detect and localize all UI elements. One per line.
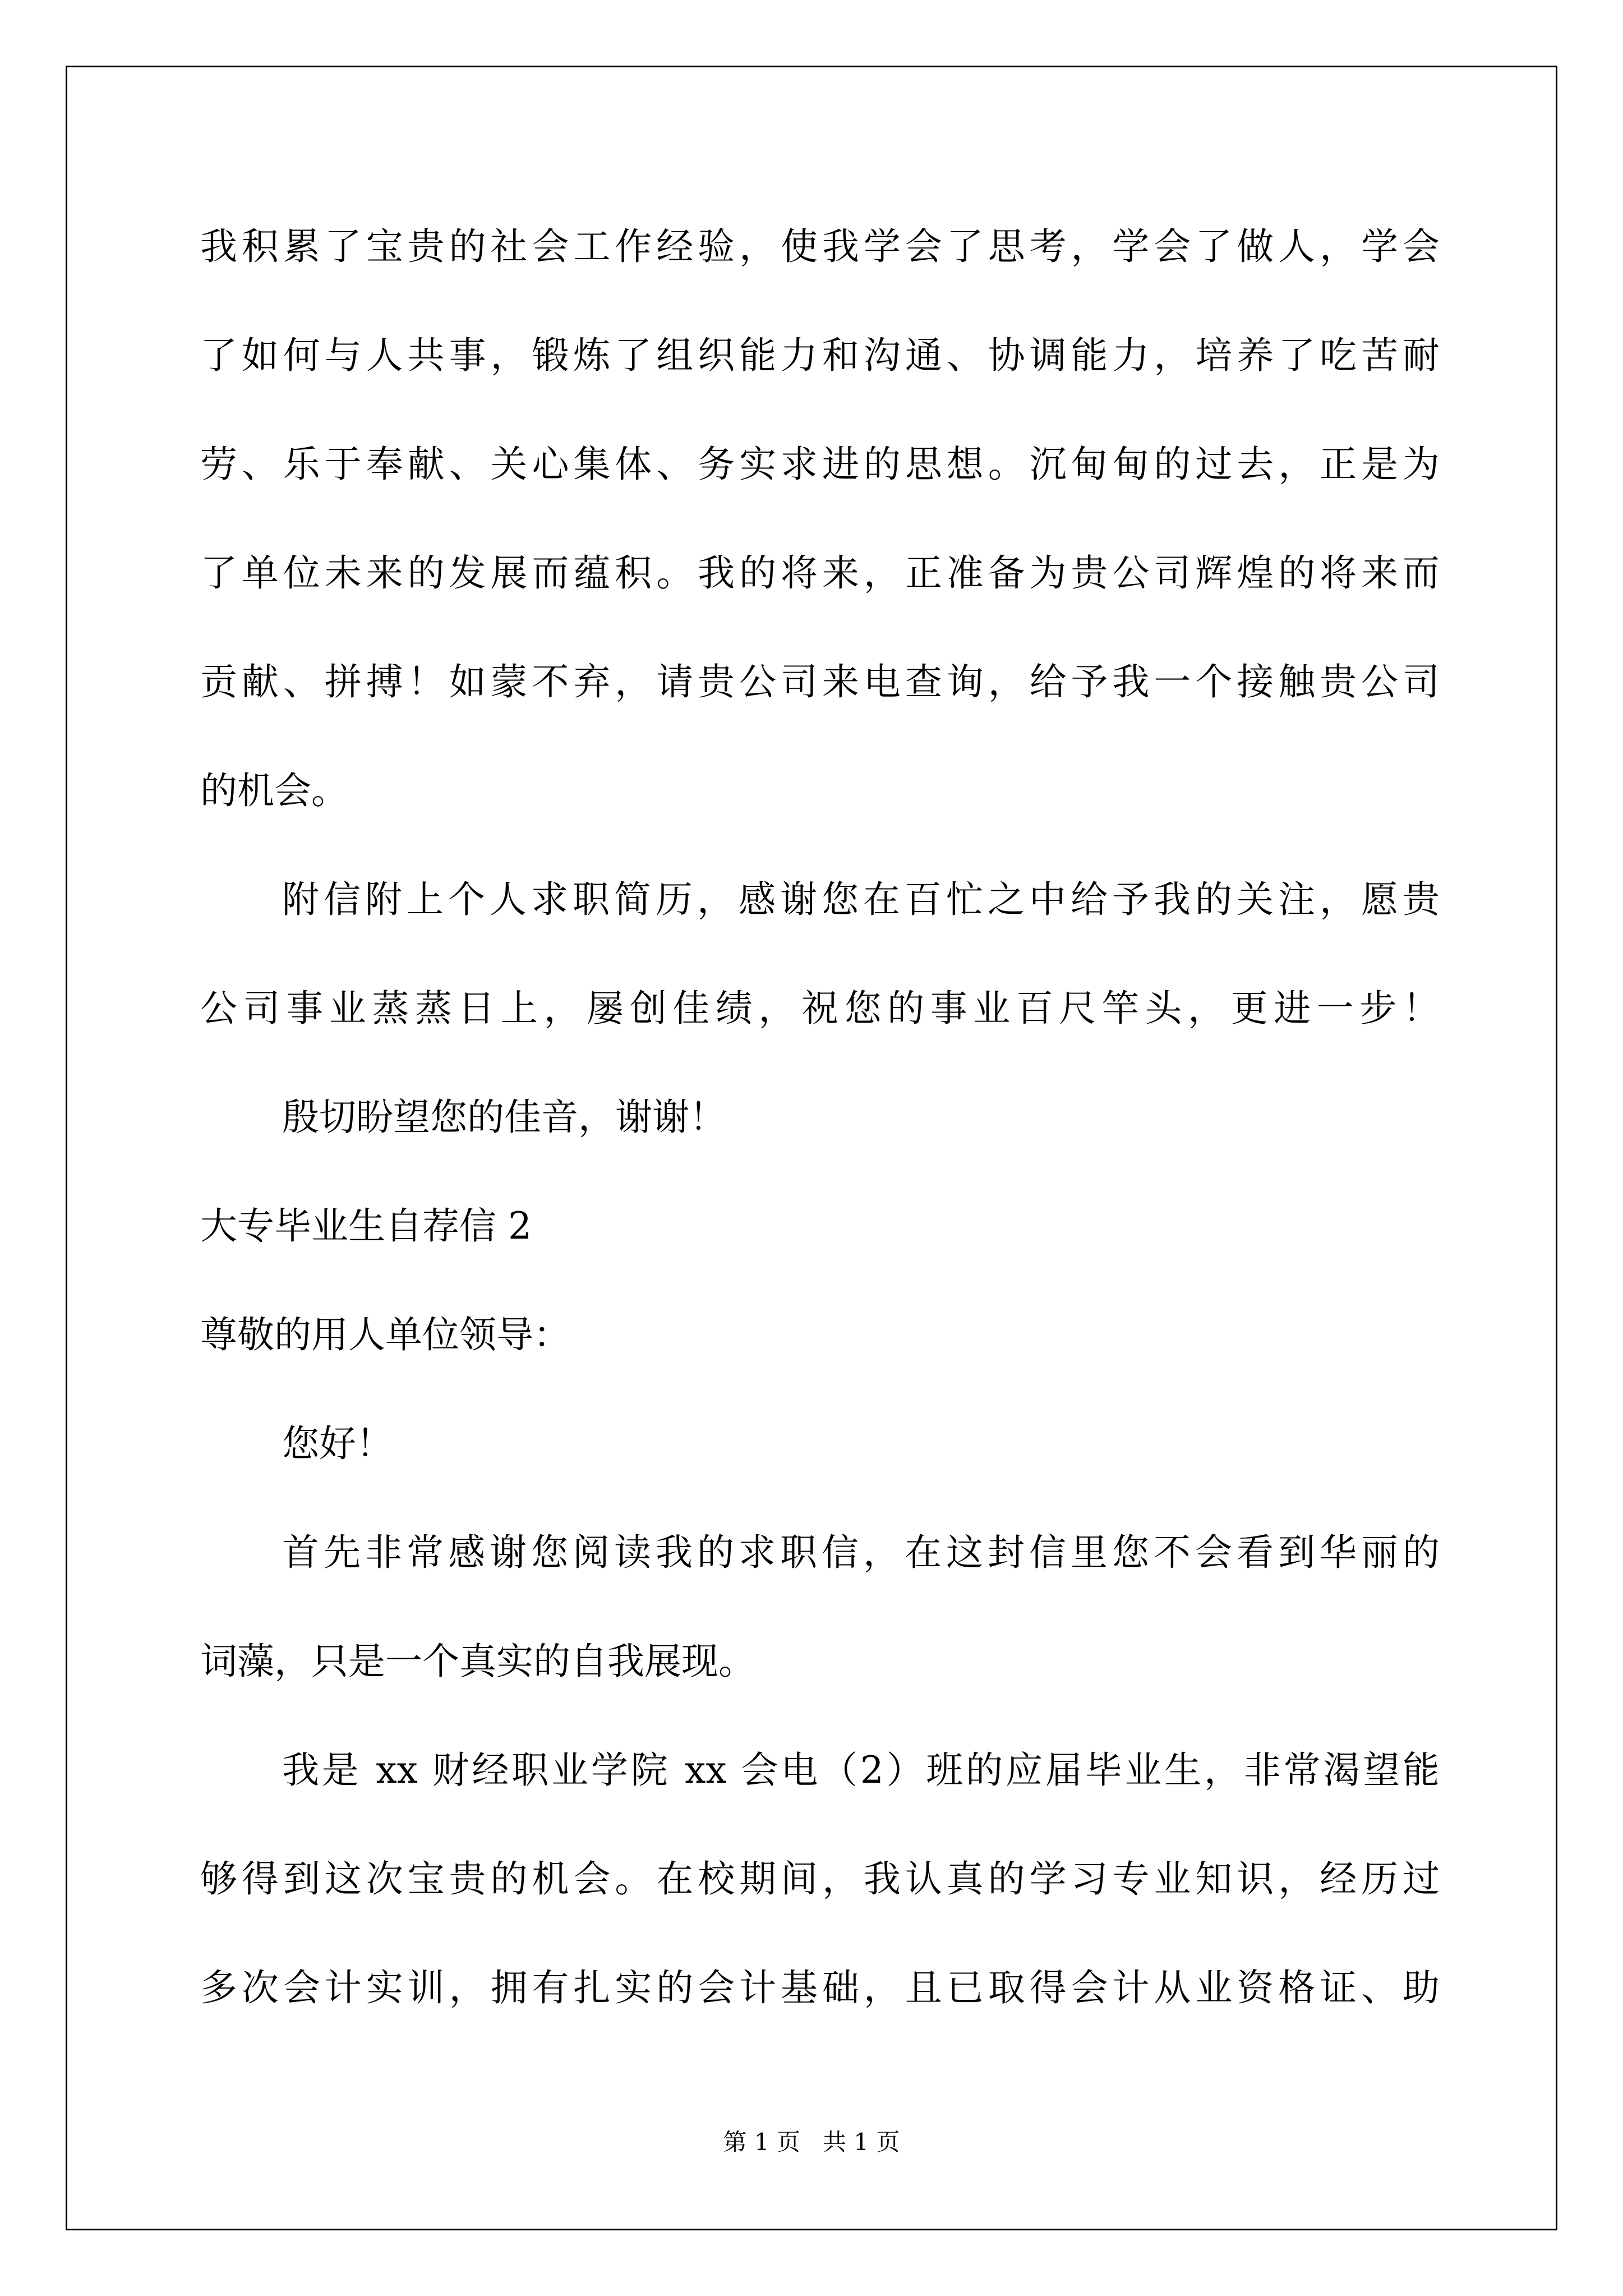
paragraph-line: 公司事业蒸蒸日上，屡创佳绩，祝您的事业百尺竿头，更进一步！ <box>200 987 1440 1030</box>
paragraph-line: 首先非常感谢您阅读我的求职信，在这封信里您不会看到华丽的 <box>282 1531 1440 1574</box>
page-border <box>66 66 1557 2230</box>
paragraph-line: 多次会计实训，拥有扎实的会计基础，且已取得会计从业资格证、助 <box>200 1966 1440 2009</box>
paragraph-line: 殷切盼望您的佳音，谢谢！ <box>282 1096 726 1139</box>
paragraph-line: 了如何与人共事，锻炼了组织能力和沟通、协调能力，培养了吃苦耐 <box>200 334 1440 377</box>
page-footer: 第 1 页 共 1 页 <box>723 2128 900 2156</box>
salutation: 尊敬的用人单位领导： <box>200 1313 570 1356</box>
paragraph-line: 附信附上个人求职简历，感谢您在百忙之中给予我的关注，愿贵 <box>282 878 1440 921</box>
paragraph-line: 贡献、拼搏！如蒙不弃，请贵公司来电查询，给予我一个接触贵公司 <box>200 660 1440 703</box>
paragraph-line: 劳、乐于奉献、关心集体、务实求进的思想。沉甸甸的过去，正是为 <box>200 443 1440 486</box>
paragraph-line: 了单位未来的发展而蕴积。我的将来，正准备为贵公司辉煌的将来而 <box>200 551 1440 595</box>
paragraph-line: 的机会。 <box>200 769 348 812</box>
paragraph-line: 我积累了宝贵的社会工作经验，使我学会了思考，学会了做人，学会 <box>200 225 1440 268</box>
greeting: 您好！ <box>282 1422 393 1465</box>
paragraph-line: 够得到这次宝贵的机会。在校期间，我认真的学习专业知识，经历过 <box>200 1857 1440 1901</box>
section-heading: 大专毕业生自荐信 2 <box>200 1204 532 1248</box>
paragraph-line: 词藻，只是一个真实的自我展现。 <box>200 1640 755 1683</box>
paragraph-line: 我是 xx 财经职业学院 xx 会电（2）班的应届毕业生，非常渴望能 <box>282 1749 1440 1792</box>
